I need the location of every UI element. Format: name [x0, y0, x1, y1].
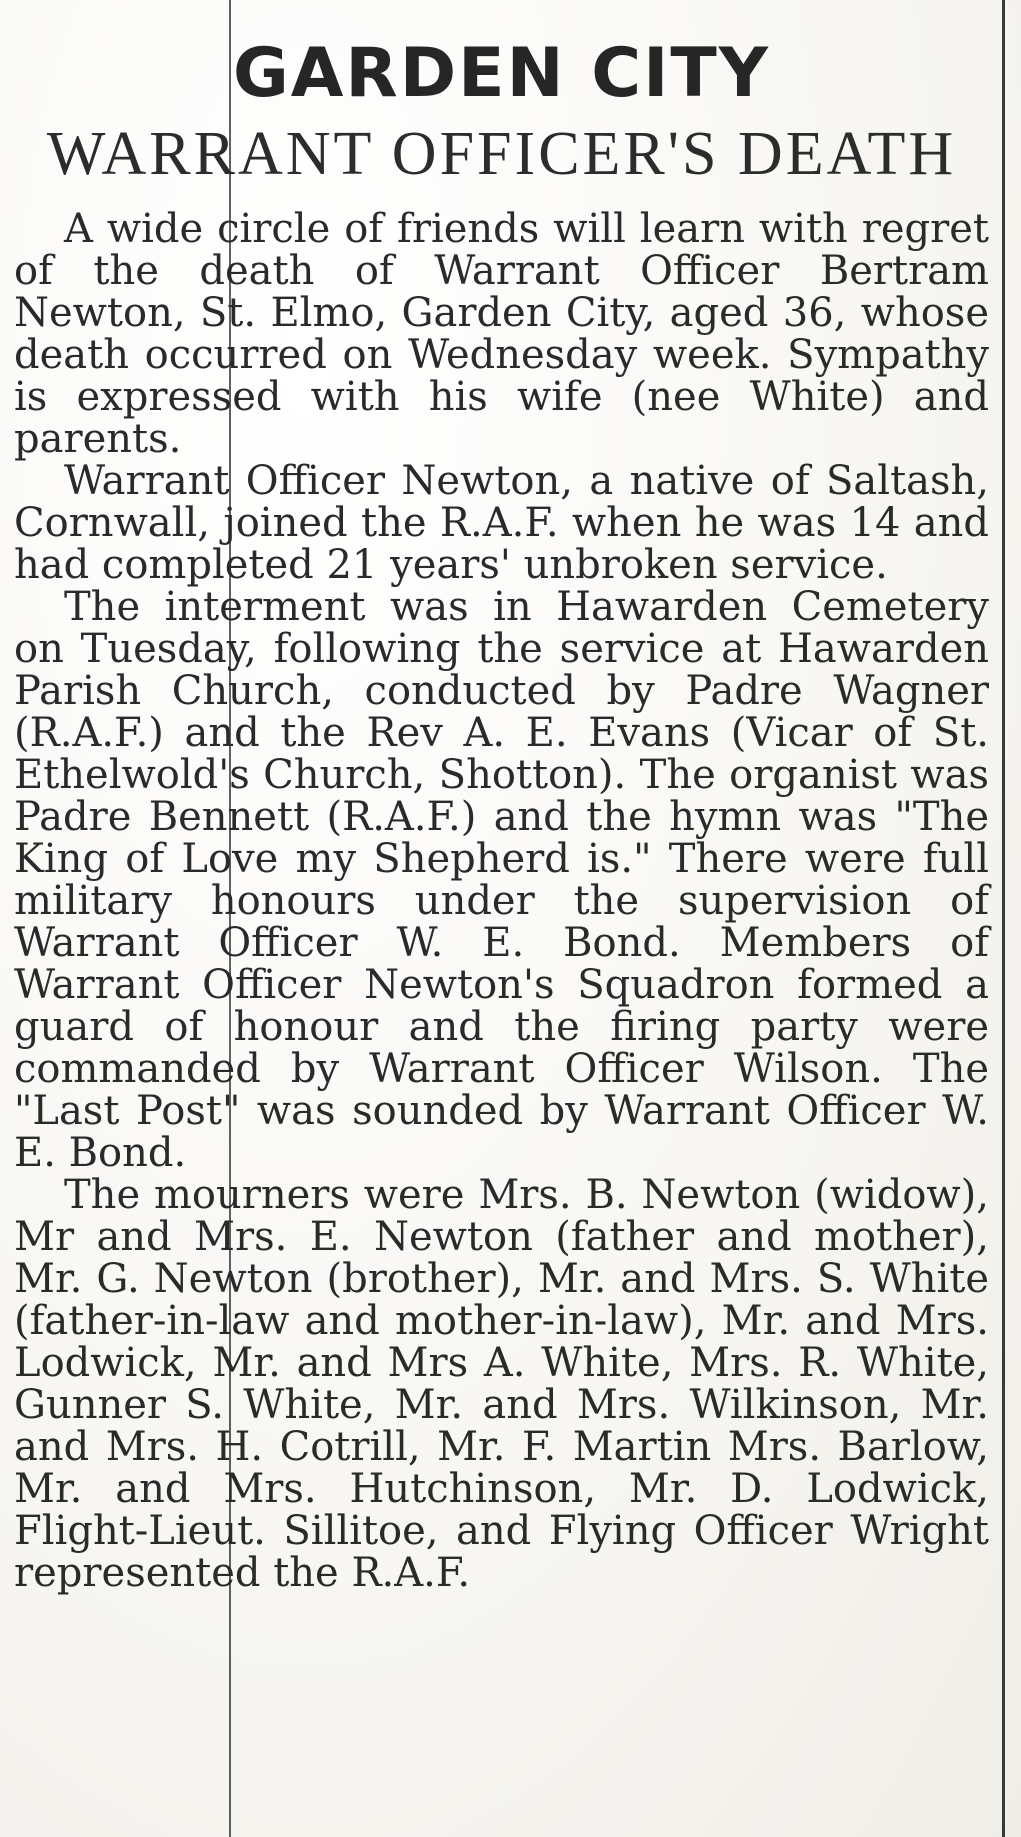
subheadline: WARRANT OFFICER'S DEATH — [46, 120, 957, 188]
paragraph: Warrant Officer Newton, a native of Saltash, Cornwall, joined the R.A.F. when he was 14 and had completed 21 years' unbroken service. — [14, 458, 989, 588]
paragraph: A wide circle of friends will learn with regret of the death of Warrant Officer Bertram Newton, St. Elmo, Garden City, aged 36, whose death occurred on Wednesday week. Sympathy is expressed with his wife (nee White) and parents. — [14, 206, 989, 462]
headline: GARDEN CITY — [232, 34, 771, 113]
article — [14, 30, 989, 1594]
paragraph: The interment was in Hawarden Cemetery on Tuesday, following the service at Hawarden Parish Church, conducted by Padre Wagner (R.A.F.) and the Rev A. E. Evans (Vicar of St. Ethelwold's Church, Shotton). The organist was Padre Bennett (R.A.F.) and the hymn was "The King of Love my Shepherd is." There were full military honours under the supervision of Warrant Officer W. E. Bond. Members of Warrant Officer Newton's Squadron formed a guard of honour and the firing party were commanded by Warrant Officer Wilson. The "Last Post" was sounded by Warrant Officer W. E. Bond. — [14, 584, 989, 1176]
article-body — [14, 208, 989, 1594]
paragraph: The mourners were Mrs. B. Newton (widow), Mr and Mrs. E. Newton (father and mother), Mr. G. Newton (brother), Mr. and Mrs. S. White (father-in-law and mother-in-law), Mr. and Mrs. Lodwick, Mr. and Mrs A. White, Mrs. R. White, Gunner S. White, Mr. and Mrs. Wilkinson, Mr. and Mrs. H. Cotrill, Mr. F. Martin Mrs. Barlow, Mr. and Mrs. Hutchinson, Mr. D. Lodwick, Flight-Lieut. Sillitoe, and Flying Officer Wright represented the R.A.F. — [14, 1172, 989, 1596]
column-rule-right — [1002, 0, 1005, 1837]
